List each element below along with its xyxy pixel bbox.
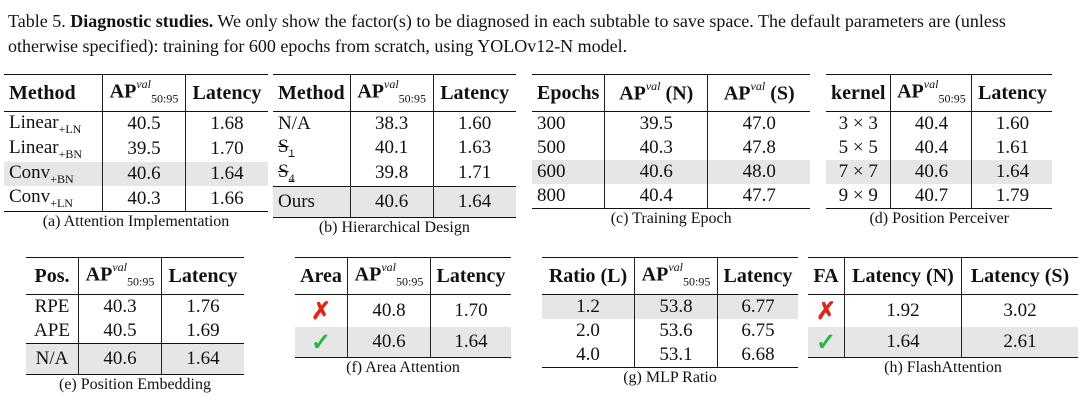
table-row: $S_1$ 40.1 1.63 — [273, 136, 516, 161]
subtable-f — [295, 257, 511, 377]
subtable-caption: (f) Area Attention — [346, 359, 460, 376]
header-method: Method — [273, 75, 350, 112]
header-ap: $AP^{val}_{50:95}$ — [635, 258, 718, 295]
table-row: 800 40.4 47.7 — [532, 184, 810, 209]
check-icon: ✓ — [815, 329, 837, 356]
subtable-a — [4, 74, 268, 231]
table-row: ✓ 1.64 2.61 — [808, 327, 1078, 358]
header-latency-n: Latency (N) — [845, 258, 962, 295]
table-row: APE 40.5 1.69 — [26, 319, 244, 344]
header-ap: $AP^{val}_{50:95}$ — [103, 75, 186, 112]
header-ap: $AP^{val}_{50:95}$ — [350, 75, 433, 112]
subtable-e — [26, 257, 244, 394]
cross-icon: ✗ — [815, 298, 837, 325]
table-row: ✗ 1.92 3.02 — [808, 295, 1078, 328]
table-row: Linear$_{+BN}$ 39.5 1.70 — [4, 137, 268, 162]
table-row: 7 × 7 40.6 1.64 — [826, 160, 1052, 184]
header-pos: Pos. — [26, 258, 79, 295]
table-row: 4.0 53.1 6.68 — [542, 343, 798, 368]
header-latency: Latency — [972, 75, 1053, 112]
header-latency: Latency — [433, 75, 516, 112]
table-row: N/A 40.6 1.64 — [26, 344, 244, 375]
table-f — [295, 257, 511, 358]
header-ratio: Ratio (L) — [542, 258, 635, 295]
header-ap: $AP^{val}_{50:95}$ — [891, 75, 972, 112]
header-latency-s: Latency (S) — [962, 258, 1079, 295]
header-epochs: Epochs — [532, 75, 605, 112]
table-row: 3 × 3 40.4 1.60 — [826, 112, 1052, 137]
subtable-caption: (d) Position Perceiver — [869, 210, 1009, 227]
header-method: Method — [4, 75, 103, 112]
caption-text: We only show the factor(s) to be diagnosed in each subtable to save space. The default parameters are (unless otherwise specified): training for 600 epochs from scratch, using YOLOv12-N model. — [8, 11, 1006, 56]
header-latency: Latency — [162, 258, 245, 295]
table-row: Linear$_{+LN}$ 40.5 1.68 — [4, 112, 268, 137]
subtable-caption: (g) MLP Ratio — [623, 369, 717, 386]
table-row: 5 × 5 40.4 1.61 — [826, 136, 1052, 160]
header-ap: $AP^{val}_{50:95}$ — [348, 258, 431, 295]
table-g — [542, 257, 798, 368]
table-row: 1.2 53.8 6.77 — [542, 295, 798, 320]
table-row: 500 40.3 47.8 — [532, 136, 810, 160]
table-h — [808, 257, 1078, 358]
table-row: 2.0 53.6 6.75 — [542, 319, 798, 343]
header-latency: Latency — [431, 258, 512, 295]
table-row: ✗ 40.8 1.70 — [295, 295, 511, 328]
table-row: Ours 40.6 1.64 — [273, 186, 516, 217]
header-ap: $AP^{val}_{50:95}$ — [79, 258, 162, 295]
table-row: 300 39.5 47.0 — [532, 112, 810, 137]
table-a — [4, 74, 268, 212]
table-row: N/A 38.3 1.60 — [273, 112, 516, 137]
subtable-g — [542, 257, 798, 387]
table-row: RPE 40.3 1.76 — [26, 295, 244, 320]
table-row: 600 40.6 48.0 — [532, 160, 810, 184]
subtable-caption: (b) Hierarchical Design — [318, 218, 470, 236]
cross-icon: ✗ — [310, 298, 332, 325]
subtable-caption: (c) Training Epoch — [610, 210, 732, 227]
table-c — [532, 74, 810, 209]
subtable-d — [826, 74, 1052, 228]
header-fa: FA — [808, 258, 845, 295]
table-row: Conv$_{+BN}$ 40.6 1.64 — [4, 162, 268, 187]
table-row: Conv$_{+LN}$ 40.3 1.66 — [4, 186, 268, 211]
subtable-caption: (a) Attention Implementation — [42, 213, 230, 231]
header-latency: Latency — [186, 75, 269, 112]
header-latency: Latency — [718, 258, 799, 295]
subtable-caption: (h) FlashAttention — [884, 359, 1002, 376]
table-d — [826, 74, 1052, 209]
header-ap-n: $AP^{val}$ (N) — [605, 75, 708, 112]
table-row: 9 × 9 40.7 1.79 — [826, 184, 1052, 209]
check-icon: ✓ — [310, 329, 332, 356]
caption-bold: Diagnostic studies. — [70, 11, 214, 31]
table-e — [26, 257, 244, 375]
table-row: $S_4$ 39.8 1.71 — [273, 161, 516, 186]
subtable-b — [273, 74, 516, 237]
table-row: ✓ 40.6 1.64 — [295, 327, 511, 358]
subtable-c — [532, 74, 810, 228]
header-kernel: kernel — [826, 75, 891, 112]
subtable-h — [808, 257, 1078, 377]
subtable-caption: (e) Position Embedding — [59, 376, 211, 393]
caption-label: Table 5. — [8, 11, 66, 31]
header-ap-s: $AP^{val}$ (S) — [708, 75, 811, 112]
header-area: Area — [295, 258, 348, 295]
table-caption — [8, 9, 1076, 59]
table-b — [273, 74, 516, 218]
